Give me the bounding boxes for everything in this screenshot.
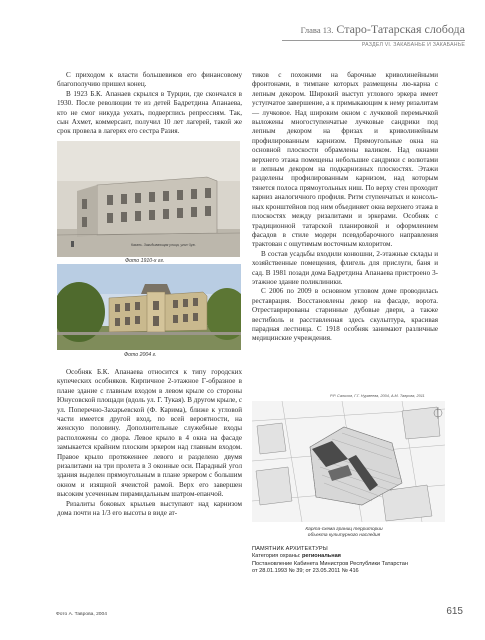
monument-info — [252, 546, 452, 576]
paragraph: С приходом к власти большевиков его финансовому благополучию пришел конец. — [57, 71, 242, 89]
paragraph: В 1923 Б.К. Апанаев скрылся в Турции, где скончался в 1930. После революции те из детей Бадретдина Апанаева, кто не смог никуда уехать, подверглись репрессиям. Так, сын Ахмет, коммерсант, получил 10 лет лагерей, такой же срок провела в лагерях его сестра Разия. — [57, 89, 242, 136]
photo-caption: Фото 1910-х гг. — [125, 258, 165, 264]
header-rule — [282, 40, 465, 41]
paragraph: Ризалиты боковых крыльев выступают над карнизом дома почти на 1/3 его высоты в виде ат- — [57, 499, 242, 518]
decree-dates: от 28.01.1993 № 39; от 23.05.2011 № 416 — [252, 568, 359, 575]
paragraph: тиков с похожими на барочные криволинейными фронтонами, в тимпане которых размещены лю-карна с лепным декором. Широкий выступ углового эркера имеет уступчатое завершение, а к примыкающим к нему ризалитам — лучковое. Над широким окном с лучковой перемычкой выложены многоступенчатые лучковые сандрики под лепным декором на фризах и криволинейным профилированным карнизом. Прямоугольные окна на основной плоскости обрамлены валиком. Над окнами верхнего этажа помещены небольшие сандрики с волютами и лепным декором на подкарнизных плоскостях. Этажи разделены профилированным карнизом, над которым тянется полоса прямоугольных ниш. По верху стен проходит карниз аналогичного профиля. Ритм ступенчатых и консоль-ных кронштейнов под ним объединяет окна верхнего этажа в плоскостях между ризалитами и эркерами. Особняк с традиционной татарской планировкой и оформлением фасадов в стиле модерн псевдобарочного направления трактован с ощутимым восточным колоритом. — [252, 71, 438, 249]
category-label: Категория охраны: — [252, 553, 301, 560]
decree-text: Постановление Кабинета Министров Республики Татарстан — [252, 560, 408, 567]
photo-caption: Фото 2004 г. — [124, 352, 157, 358]
left-column-bottom — [57, 368, 242, 519]
site-boundary-map — [252, 401, 445, 522]
page-number: 615 — [446, 606, 463, 617]
paragraph: С 2006 по 2009 в основном угловом доме проводилась реставрация. Восстановлены декор на фасаде, ворота. Отреставрированы старинные дубовые двери, а также вестибюль и расставленная здесь скульптура, красивая парадная лестница. С 1918 особняк занимают различные медицинские учреждения. — [252, 287, 438, 343]
right-column — [252, 71, 438, 344]
paragraph: В состав усадьбы входили конюшни, 2-этажные склады и хозяйственные помещения, флигель для прислуги, баня и сад. В 1981 позади дома Бадретдина Апанаева пристроено 3-этажное здание поликлиники. — [252, 249, 438, 286]
color-photo-2004 — [57, 264, 241, 350]
chapter-title: Старо-Татарская слобода — [336, 22, 465, 36]
paragraph: Особняк Б.К. Апанаева относится к типу городских купеческих особняков. Кирпичное 2-этажное Г-образное в плане здание с главным входом в левом крыле со стороны Юнусовской площади (вдоль ул. Г. Тукая). В другом крыле, с ул. Поперечно-Захарьевской (Ф. Карима), ближе к угловой части имеется другой вход, по всей вероятности, на женскую половину. Дополнительные служебные входы расположены со двора. Левое крыло в 4 окна на фасаде замыкается крайним плоским эркером над главным входом. Правое крыло протяженнее левого и разделено двумя ризалитами на три пролета в 3 оконные оси. Парадный угол здания выделен прямоугольным в плане эркером с большим окном и изящной ячеистой рамой. Верх его завершен высоким усеченным пирамидальным шатром-епанчой. — [57, 368, 242, 499]
photo-credit: Фото А. Таврова, 2004 — [56, 612, 107, 617]
map-caption: Карта-схема границ территории объекта культурного наследия — [305, 527, 383, 538]
authors-credit: Р.Р. Салихов, Г.Г. Нурмеева, 2004, А.М. Таврова, 2011 — [330, 394, 425, 398]
page-header — [0, 0, 485, 60]
historic-photo-1910s — [57, 141, 240, 257]
chapter-number: Глава 13. — [300, 25, 334, 35]
protection-category — [252, 553, 452, 560]
running-title — [301, 22, 465, 37]
photo-sign: Казань. Закидывающая улица, угол Чуж. — [131, 243, 196, 247]
category-value: региональная — [302, 553, 341, 560]
monument-title: ПАМЯТНИК АРХИТЕКТУРЫ — [252, 546, 328, 552]
section-subtitle: РАЗДЕЛ VI. ЗАКАБАНЬЕ И ЗАКАБАНЬЕ — [361, 42, 465, 48]
left-column-top — [57, 71, 242, 137]
